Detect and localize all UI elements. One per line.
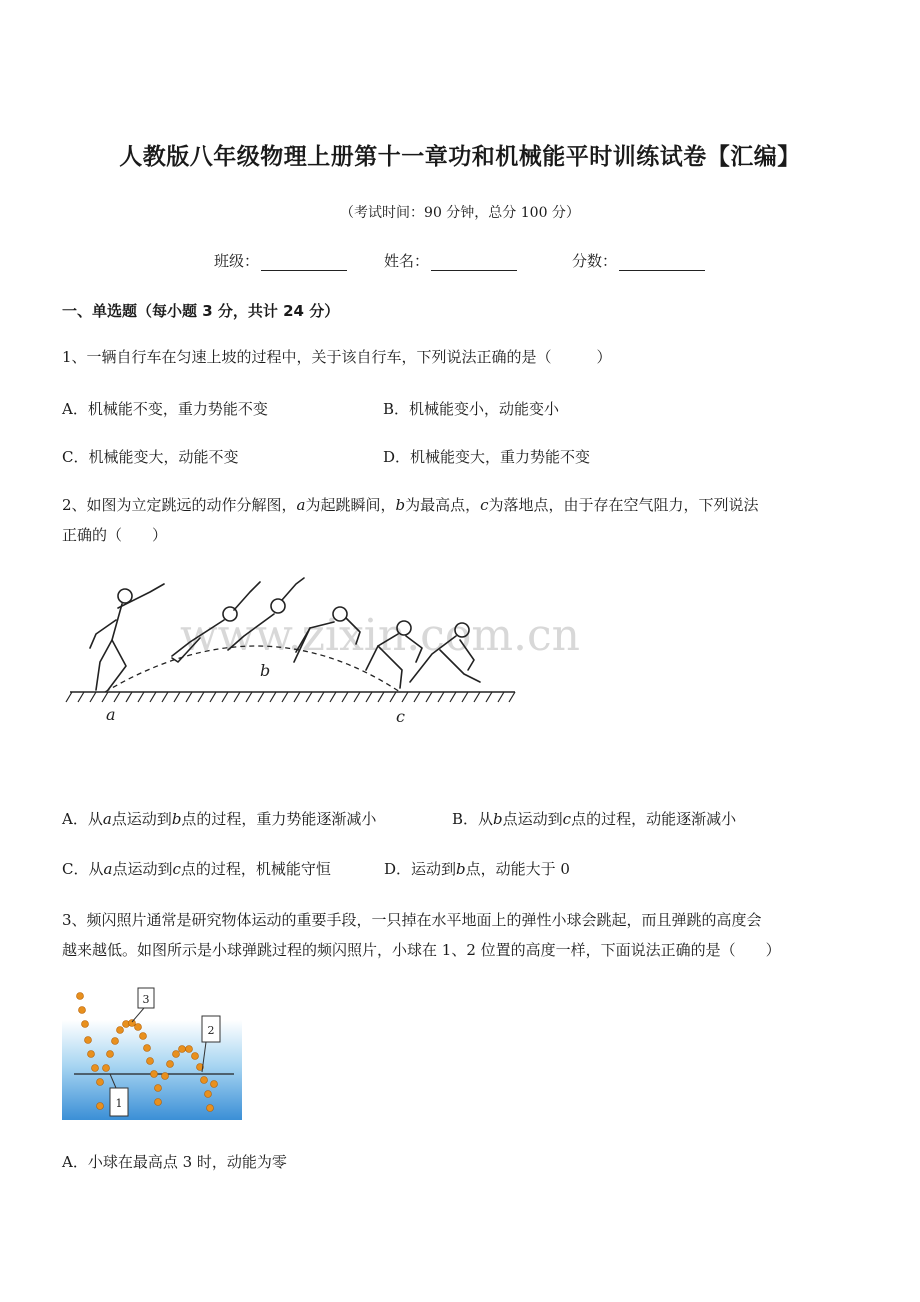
q1-option-a[interactable]: A．机械能不变，重力势能不变 [62,400,268,418]
bouncing-ball-photo [62,984,244,1120]
class-label: 班级： [214,252,260,270]
q2-option-b[interactable]: B．从b点运动到c点的过程，动能逐渐减小 [452,810,737,828]
name-blank[interactable] [431,256,517,271]
q3-stem-line1: 3、频闪照片通常是研究物体运动的重要手段，一只掉在水平地面上的弹性小球会跳起，而且弹跳的高度会 [62,911,762,929]
long-jump-figure [60,570,700,740]
label-c: c [396,707,405,726]
callout-pointer-3 [132,1008,144,1022]
q2-option-d[interactable]: D．运动到b点，动能大于 0 [384,860,570,878]
jumper-takeoff [90,584,164,690]
q2-stem-line2: 正确的（ ） [62,526,168,544]
q1-stem: 1、一辆自行车在匀速上坡的过程中，关于该自行车，下列说法正确的是（ ） [62,348,612,366]
callout-label-3: 3 [142,993,150,1006]
q2-stem-line1: 2、如图为立定跳远的动作分解图，a为起跳瞬间，b为最高点，c为落地点，由于存在空气阻力，下列说法 [62,496,759,514]
callout-label-2: 2 [207,1024,215,1037]
q3-option-a[interactable]: A．小球在最高点 3 时，动能为零 [62,1153,287,1171]
class-blank[interactable] [261,256,347,271]
score-field[interactable] [572,250,705,271]
section-heading: 一、单选题（每小题 3 分，共计 24 分） [62,302,340,320]
q3-stem-line2: 越来越低。如图所示是小球弹跳过程的频闪照片，小球在 1、2 位置的高度一样，下面说法正确的是（ ） [62,941,781,959]
callout-label-1: 1 [115,1097,123,1110]
exam-info: （考试时间：90 分钟，总分 100 分） [340,205,580,221]
watermark: www.zixin.com.cn [179,610,581,661]
page-title: 人教版八年级物理上册第十一章功和机械能平时训练试卷【汇编】 [119,144,801,170]
q1-option-c[interactable]: C．机械能变大，动能不变 [62,448,239,466]
label-a: a [106,705,116,724]
score-label: 分数： [572,252,618,270]
score-blank[interactable] [619,256,705,271]
q2-option-c[interactable]: C．从a点运动到c点的过程，机械能守恒 [62,860,331,878]
class-field[interactable] [214,250,347,271]
ground-hatching [66,692,515,702]
q1-option-d[interactable]: D．机械能变大，重力势能不变 [383,448,591,466]
q2-option-a[interactable]: A．从a点运动到b点的过程，重力势能逐渐减小 [62,810,377,828]
label-b: b [260,661,271,680]
q1-option-b[interactable]: B．机械能变小，动能变小 [383,400,560,418]
name-label: 姓名： [384,252,430,270]
name-field[interactable] [384,250,517,271]
